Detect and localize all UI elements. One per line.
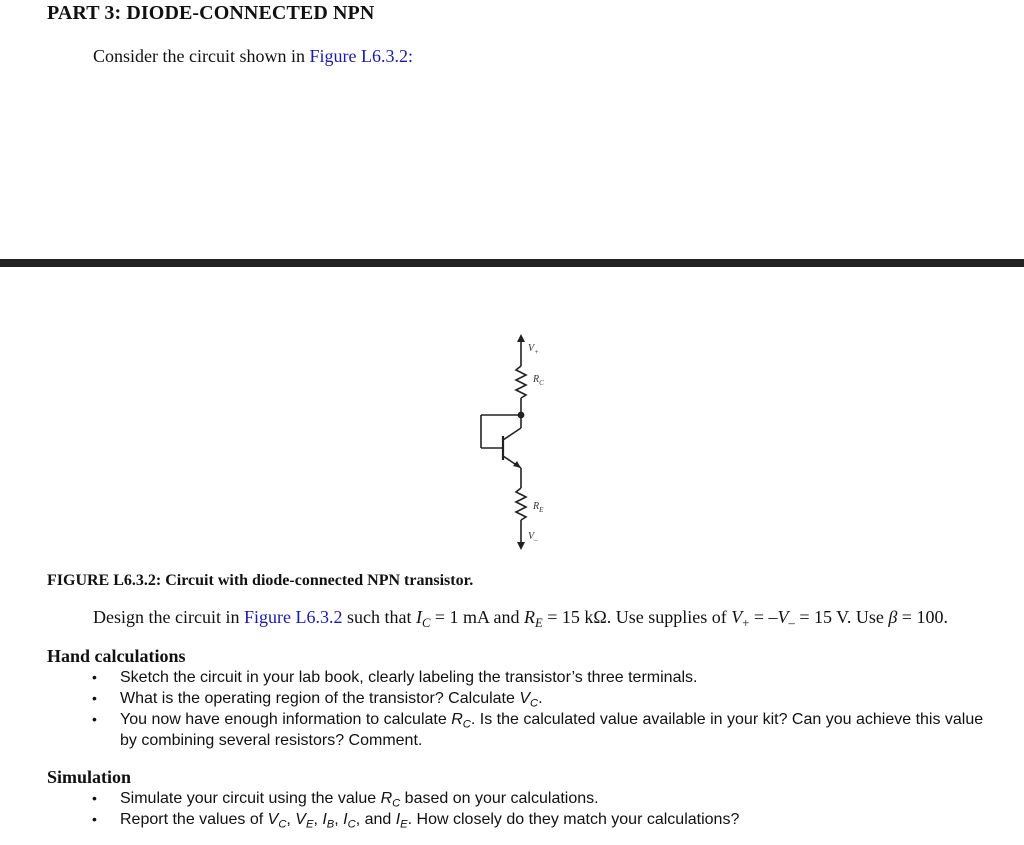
list-item: • Simulate your circuit using the value $R_C$ based on your calculations.	[47, 788, 1000, 809]
vminus-arrow-icon	[517, 542, 525, 550]
vplus-arrow-icon	[517, 334, 525, 342]
page-divider	[0, 259, 1024, 267]
figure-caption: FIGURE L6.3.2: Circuit with diode-connected NPN transistor.	[47, 572, 474, 589]
collector-node-dot	[518, 412, 525, 419]
circuit-diagram	[470, 328, 580, 558]
intro-text: Consider the circuit shown in	[93, 46, 310, 66]
section-heading: PART 3: DIODE-CONNECTED NPN	[47, 2, 375, 24]
vplus-label: $V_+$	[528, 343, 539, 356]
rc-label: $R_C$	[533, 374, 544, 387]
list-item: • You now have enough information to calculate $R_C$. Is the calculated value available in your kit? Can you achieve this value by combining several resistors? Comment.	[47, 709, 1000, 751]
emitter-arrow-icon	[513, 461, 521, 468]
simulation-list	[47, 788, 1000, 830]
re-resistor	[516, 488, 526, 520]
figure-link[interactable]: Figure L6.3.2:	[309, 46, 413, 66]
figure-link-2[interactable]: Figure L6.3.2	[243, 607, 343, 627]
rc-resistor	[516, 366, 526, 398]
design-paragraph: Design the circuit in Figure L6.3.2 such that $I_C = 1$ mA and $R_E = 15$ kΩ. Use supplies of $V_+ = -V_- = 15$ V. Use β = 100.	[93, 607, 948, 630]
intro-paragraph	[93, 46, 413, 67]
hand-calculations-list	[47, 667, 1000, 751]
transistor-collector	[503, 428, 521, 440]
list-item: • Report the values of $V_C$, $V_E$, $I_B$, $I_C$, and $I_E$. How closely do they match your calculations?	[47, 809, 1000, 830]
list-item: • What is the operating region of the transistor? Calculate $V_C$.	[47, 688, 1000, 709]
simulation-heading: Simulation	[47, 767, 132, 787]
re-label: $R_E$	[533, 501, 544, 514]
list-item: • Sketch the circuit in your lab book, clearly labeling the transistor’s three terminals.	[47, 667, 1000, 688]
hand-calculations-heading: Hand calculations	[47, 646, 186, 666]
vminus-label: $V_-$	[528, 531, 538, 544]
